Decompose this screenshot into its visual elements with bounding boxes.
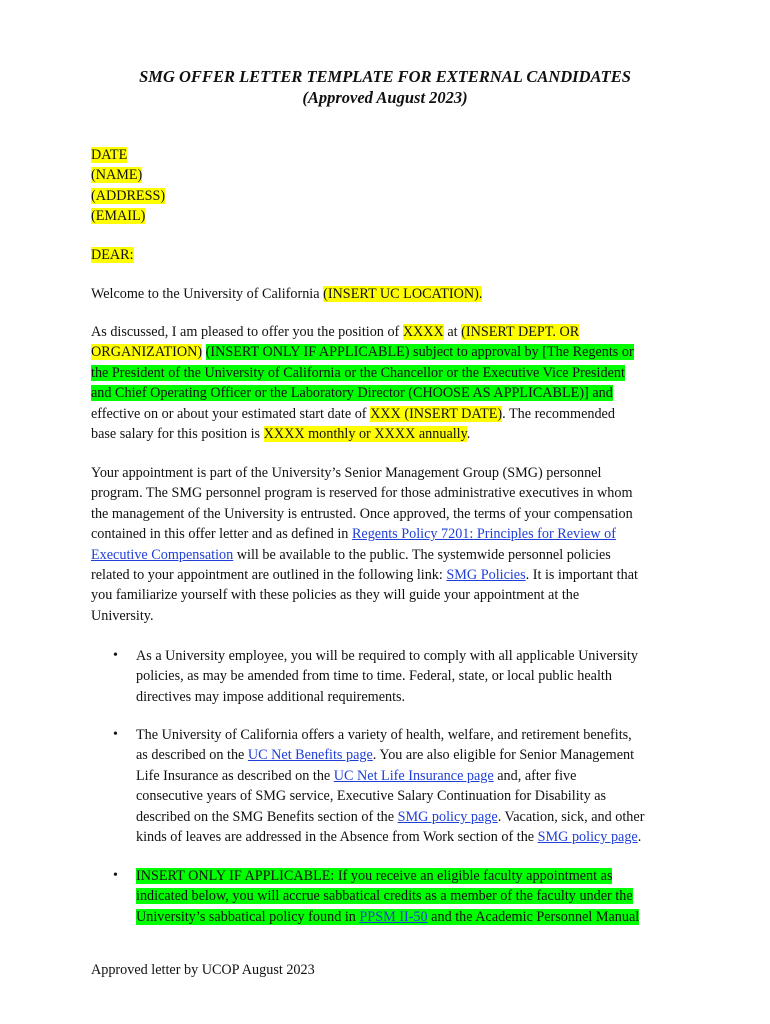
bullet-dot: • [113,868,118,883]
offer-text: at [443,324,462,340]
dept-placeholder-cont: ORGANIZATION) [91,344,203,361]
approval-clause: the President of the University of California or the Chancellor or the Executive Vice President [91,364,625,381]
bullet-text: and, after five [493,767,577,784]
smg-policy-page-link-2[interactable]: SMG policy page [537,829,638,846]
document-title: SMG OFFER LETTER TEMPLATE FOR EXTERNAL CANDIDATES [139,67,631,86]
sabbatical-text: INSERT ONLY IF APPLICABLE: If you receive an eligible faculty appointment as [136,868,613,884]
paragraph-line: the management of the University is entrusted. Once approved, the terms of your compensation [91,505,633,522]
bullet-text: . You are also eligible for Senior Management [372,747,635,764]
sabbatical-text: and the Academic Personnel Manual [427,908,640,925]
smg-policy-page-link[interactable]: SMG policy page [397,808,498,825]
approval-clause: (INSERT ONLY IF APPLICABLE) subject to approval by [The Regents or [205,344,634,361]
bullet-text: . Vacation, sick, and other [497,808,645,825]
email-placeholder: (EMAIL) [91,208,146,225]
address-block [91,145,685,227]
regents-policy-link[interactable]: Regents Policy 7201: Principles for Review of [351,526,616,543]
salutation [91,245,685,265]
bullet-sabbatical [136,866,684,927]
bullet-line: directives may impose additional requirements. [136,688,406,705]
paragraph-line: Your appointment is part of the University’s Senior Management Group (SMG) personnel [91,465,602,481]
bullet-compliance [136,646,684,707]
smg-policies-link[interactable]: SMG Policies [446,567,526,584]
bullet-text: Life Insurance as described on the [136,767,334,784]
bullet-text: . [637,829,642,846]
salutation-text: DEAR: [91,247,134,263]
sabbatical-text: University’s sabbatical policy found in [136,908,360,925]
bullet-text: described on the SMG Benefits section of the [136,808,398,825]
smg-paragraph [91,463,685,626]
name-placeholder: (NAME) [91,167,143,184]
address-placeholder: (ADDRESS) [91,187,166,204]
dept-placeholder: (INSERT DEPT. OR [461,324,580,340]
bullet-line: consecutive years of SMG service, Executive Salary Continuation for Disability as [136,788,607,805]
paragraph-text: related to your appointment are outlined in the following link: [91,567,447,584]
bullet-line: The University of California offers a variety of health, welfare, and retirement benefits, [136,727,632,743]
offer-text: effective on or about your estimated start date of [91,405,371,422]
paragraph-line: University. [91,607,154,624]
bullet-dot: • [113,648,118,663]
start-date-placeholder: XXX (INSERT DATE) [370,405,503,422]
paragraph-text: contained in this offer letter and as defined in [91,526,352,543]
paragraph-text: will be available to the public. The systemwide personnel policies [233,546,611,563]
ppsm-link[interactable]: PPSM II-50 [359,908,428,925]
location-placeholder: (INSERT UC LOCATION). [323,286,483,302]
offer-text: base salary for this position is [91,426,264,443]
bullet-text: kinds of leaves are addressed in the Absence from Work section of the [136,829,538,846]
offer-text: . The recommended [502,405,615,422]
paragraph-line: you familiarize yourself with these policies as they will guide your appointment at the [91,587,580,604]
page-footer: Approved letter by UCOP August 2023 [91,962,315,978]
offer-paragraph [91,322,685,444]
offer-text: . [466,426,471,443]
paragraph-line: program. The SMG personnel program is reserved for those administrative executives in whom [91,485,633,502]
offer-text: As discussed, I am pleased to offer you the position of [91,324,403,340]
welcome-text: Welcome to the University of California [91,286,324,302]
approval-clause: and Chief Operating Officer or the Laboratory Director (CHOOSE AS APPLICABLE)] and [91,385,613,402]
salary-placeholder: XXXX monthly or XXXX annually [263,426,467,443]
position-placeholder: XXXX [402,324,444,340]
bullet-line: As a University employee, you will be required to comply with all applicable University [136,648,638,664]
document-subtitle: (Approved August 2023) [302,88,468,107]
paragraph-text: . It is important that [525,567,638,584]
ucnet-benefits-link[interactable]: UC Net Benefits page [247,747,373,764]
ucnet-life-insurance-link[interactable]: UC Net Life Insurance page [333,767,494,784]
bullet-line: policies, as may be amended from time to time. Federal, state, or local public health [136,668,612,685]
welcome-paragraph [91,284,685,304]
sabbatical-text: indicated below, you will accrue sabbatical credits as a member of the faculty under the [136,888,633,905]
bullet-text: as described on the [136,747,248,764]
date-placeholder: DATE [91,147,128,163]
regents-policy-link-cont[interactable]: Executive Compensation [91,546,234,563]
bullet-dot: • [113,727,118,742]
bullet-benefits [136,725,684,847]
